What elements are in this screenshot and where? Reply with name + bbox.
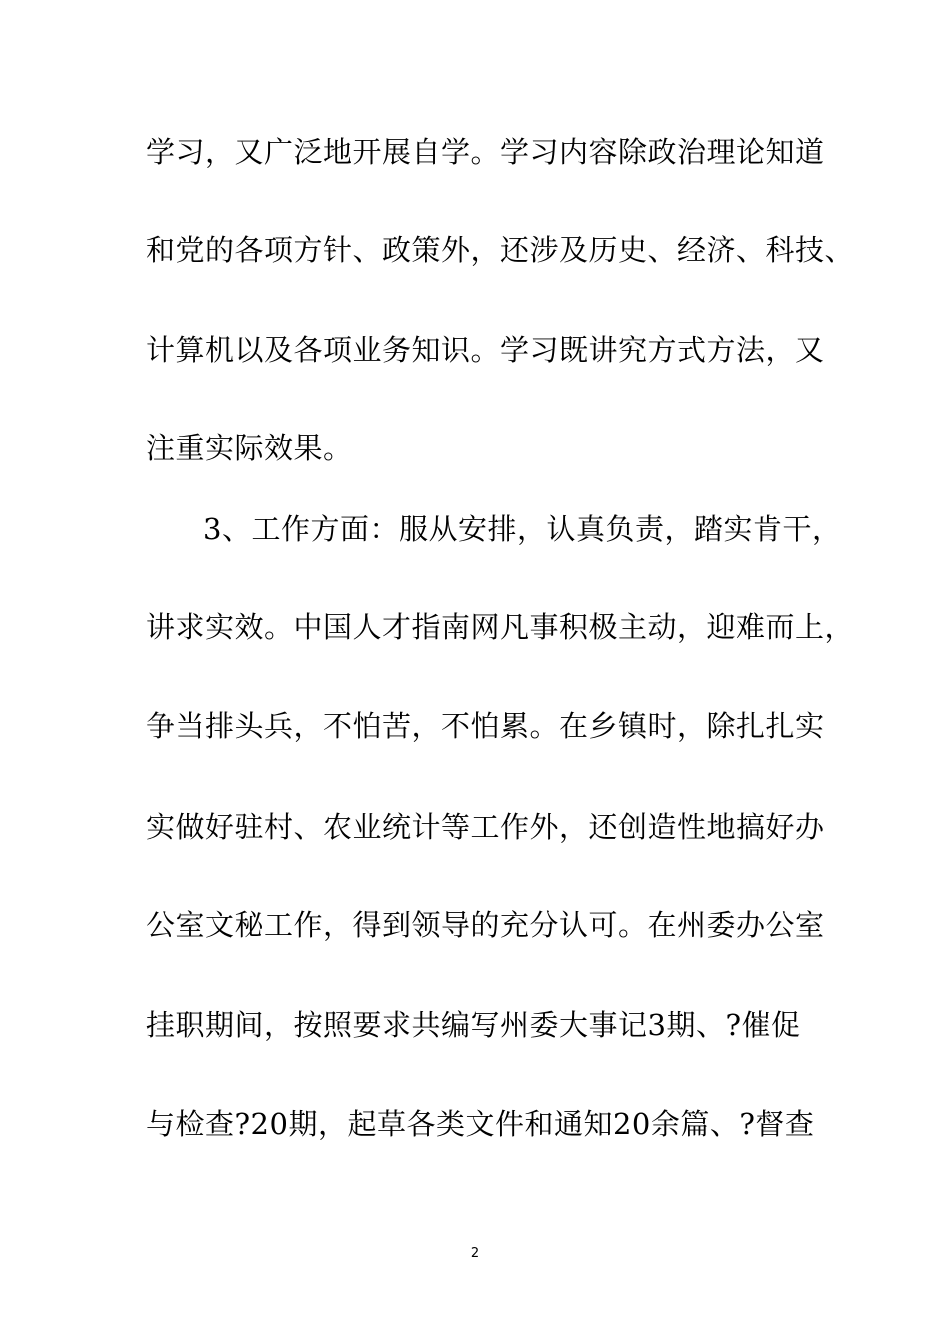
text-line-4: 注重实际效果。: [146, 431, 353, 465]
text-line-2: 和党的各项方针、政策外，还涉及历史、经济、科技、: [146, 233, 855, 267]
text-line-8: 实做好驻村、农业统计等工作外，还创造性地搞好办: [146, 810, 825, 844]
text-line-1: 学习，又广泛地开展自学。学习内容除政治理论知道: [146, 135, 825, 169]
text-line-6: 讲求实效。中国人才指南网凡事积极主动，迎难而上，: [146, 610, 855, 644]
page-number: 2: [470, 1246, 480, 1261]
text-line-11: 与检查?20期，起草各类文件和通知20余篇、?督查: [146, 1107, 815, 1141]
text-line-7: 争当排头兵，不怕苦，不怕累。在乡镇时，除扎扎实: [146, 709, 825, 743]
text-line-9: 公室文秘工作，得到领导的充分认可。在州委办公室: [146, 908, 825, 942]
text-line-3: 计算机以及各项业务知识。学习既讲究方式方法，又: [146, 333, 825, 367]
text-line-10: 挂职期间，按照要求共编写州委大事记3期、?催促: [146, 1008, 801, 1042]
text-line-5: 3、工作方面：服从安排，认真负责，踏实肯干，: [203, 512, 842, 546]
